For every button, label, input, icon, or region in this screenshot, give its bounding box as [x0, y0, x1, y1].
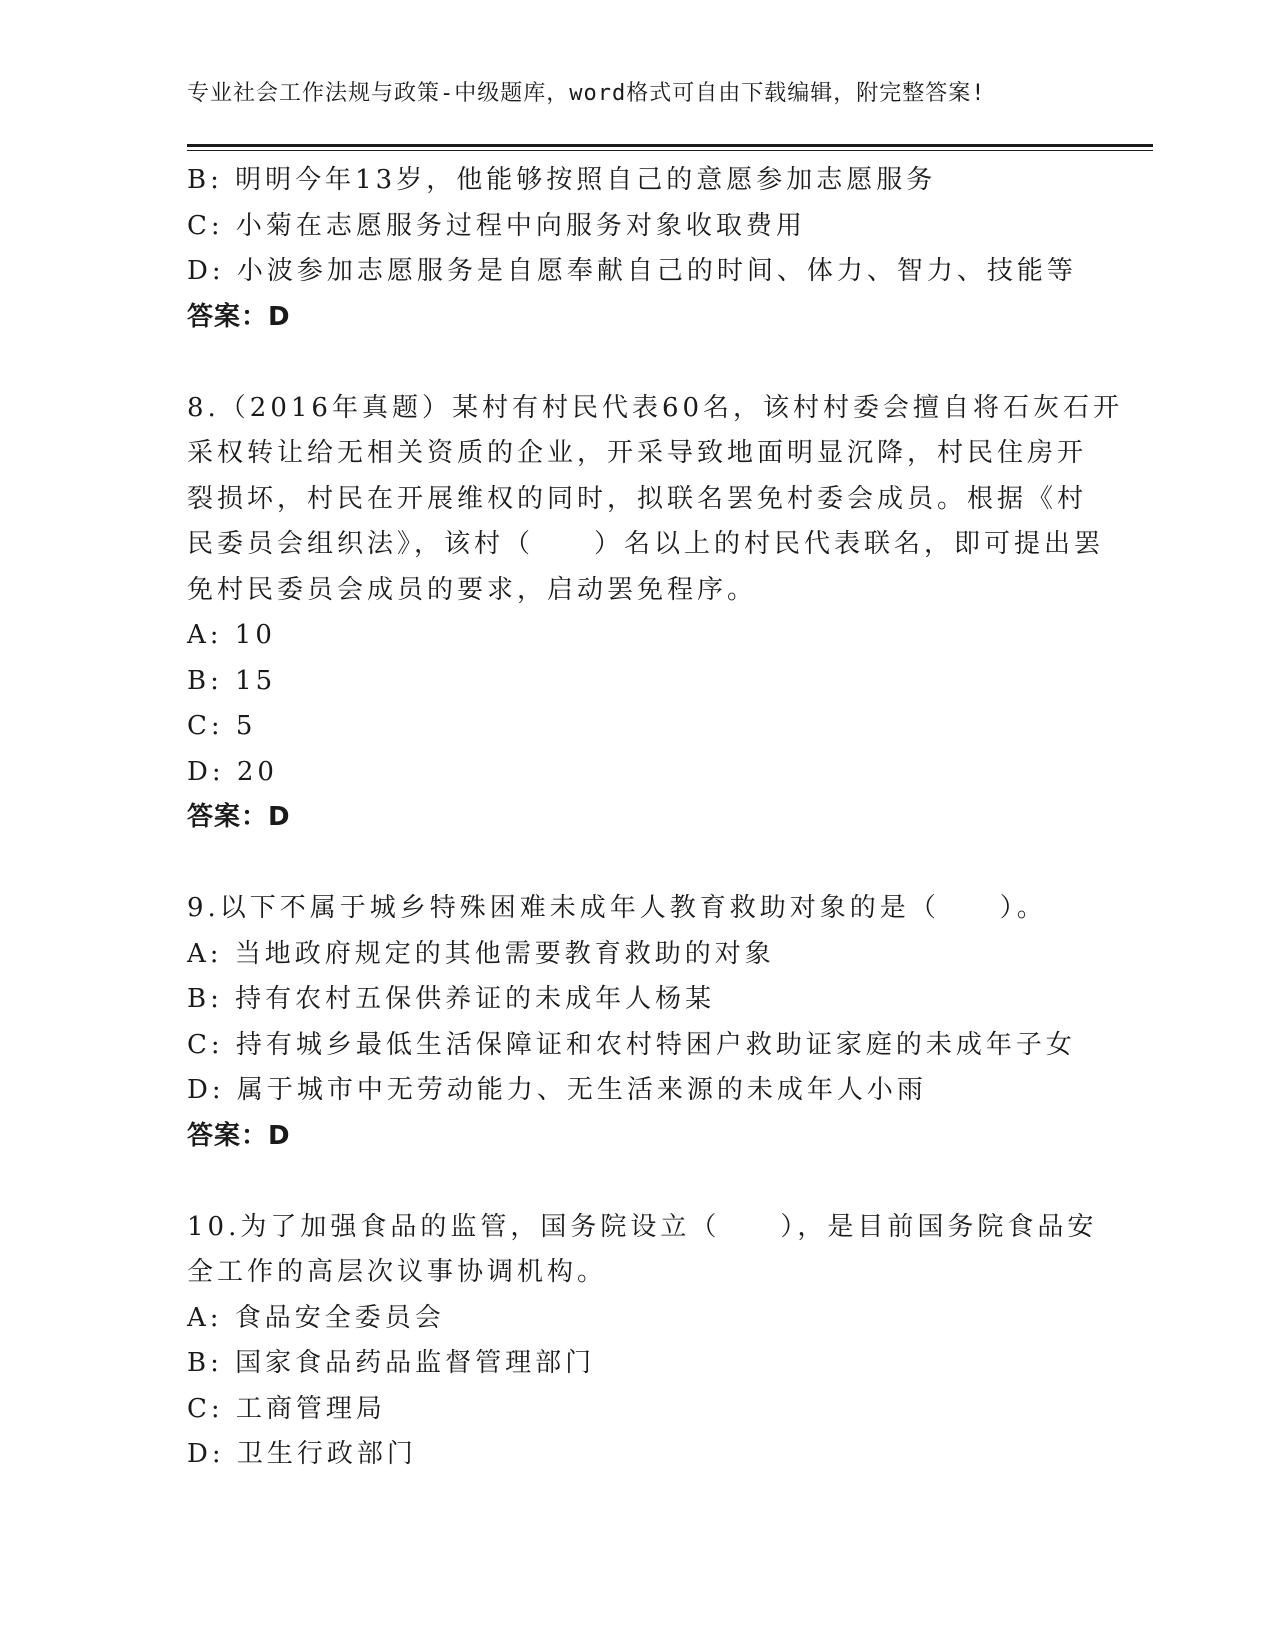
question-text: 全工作的高层次议事协调机构。 [187, 1257, 608, 1287]
option-c: C: 工商管理局 [187, 1393, 386, 1424]
answer: 答案：D [187, 1120, 291, 1151]
option-b: B: 国家食品药品监督管理部门 [187, 1348, 596, 1378]
question-text: 8.（2016年真题）某村有村民代表60名，该村村委会擅自将石灰石开 [187, 392, 1124, 423]
option-d: D: 20 [187, 756, 278, 787]
question-text: 民委员会组织法》，该村（ ）名以上的村民代表联名，即可提出罢 [187, 529, 1105, 559]
question-text: 9.以下不属于城乡特殊困难未成年人教育救助对象的是（ ）。 [187, 893, 1047, 923]
option-b: B: 明明今年13岁，他能够按照自己的意愿参加志愿服务 [187, 165, 937, 195]
header-rule-thick [187, 144, 1153, 147]
option-c: C: 小菊在志愿服务过程中向服务对象收取费用 [187, 210, 806, 241]
answer: 答案：D [187, 301, 291, 332]
option-b: B: 持有农村五保供养证的未成年人杨某 [187, 984, 716, 1014]
option-a: A: 食品安全委员会 [187, 1302, 445, 1333]
question-8 [187, 386, 1124, 841]
spacer [187, 1159, 1087, 1205]
question-text: 免村民委员会成员的要求，启动罢免程序。 [187, 574, 758, 605]
question-text: 裂损坏，村民在开展维权的同时，拟联名罢免村委会成员。根据《村 [187, 483, 1088, 514]
page-header: 专业社会工作法规与政策-中级题库，word格式可自由下载编辑，附完整答案! [187, 81, 986, 106]
question-10 [187, 1205, 1098, 1478]
option-c: C: 持有城乡最低生活保障证和农村特困户救助证家庭的未成年子女 [187, 1029, 1076, 1060]
header-rule-thin [187, 150, 1153, 151]
option-d: D: 小波参加志愿服务是自愿奉献自己的时间、体力、智力、技能等 [187, 256, 1077, 286]
spacer [187, 340, 1087, 386]
question-text: 10.为了加强食品的监管，国务院设立（ ），是目前国务院食品安 [187, 1211, 1098, 1242]
question-text: 采权转让给无相关资质的企业，开采导致地面明显沉降，村民住房开 [187, 438, 1088, 468]
option-a: A: 10 [187, 620, 276, 650]
option-b: B: 15 [187, 665, 277, 696]
option-d: D: 属于城市中无劳动能力、无生活来源的未成年人小雨 [187, 1075, 927, 1105]
option-d: D: 卫生行政部门 [187, 1439, 417, 1469]
spacer [187, 841, 1087, 887]
option-c: C: 5 [187, 711, 257, 741]
option-a: A: 当地政府规定的其他需要教育救助的对象 [187, 938, 775, 969]
question-7-options [187, 158, 1087, 340]
question-content [187, 158, 1124, 1478]
answer: 答案：D [187, 802, 291, 832]
question-9 [187, 886, 1087, 1159]
